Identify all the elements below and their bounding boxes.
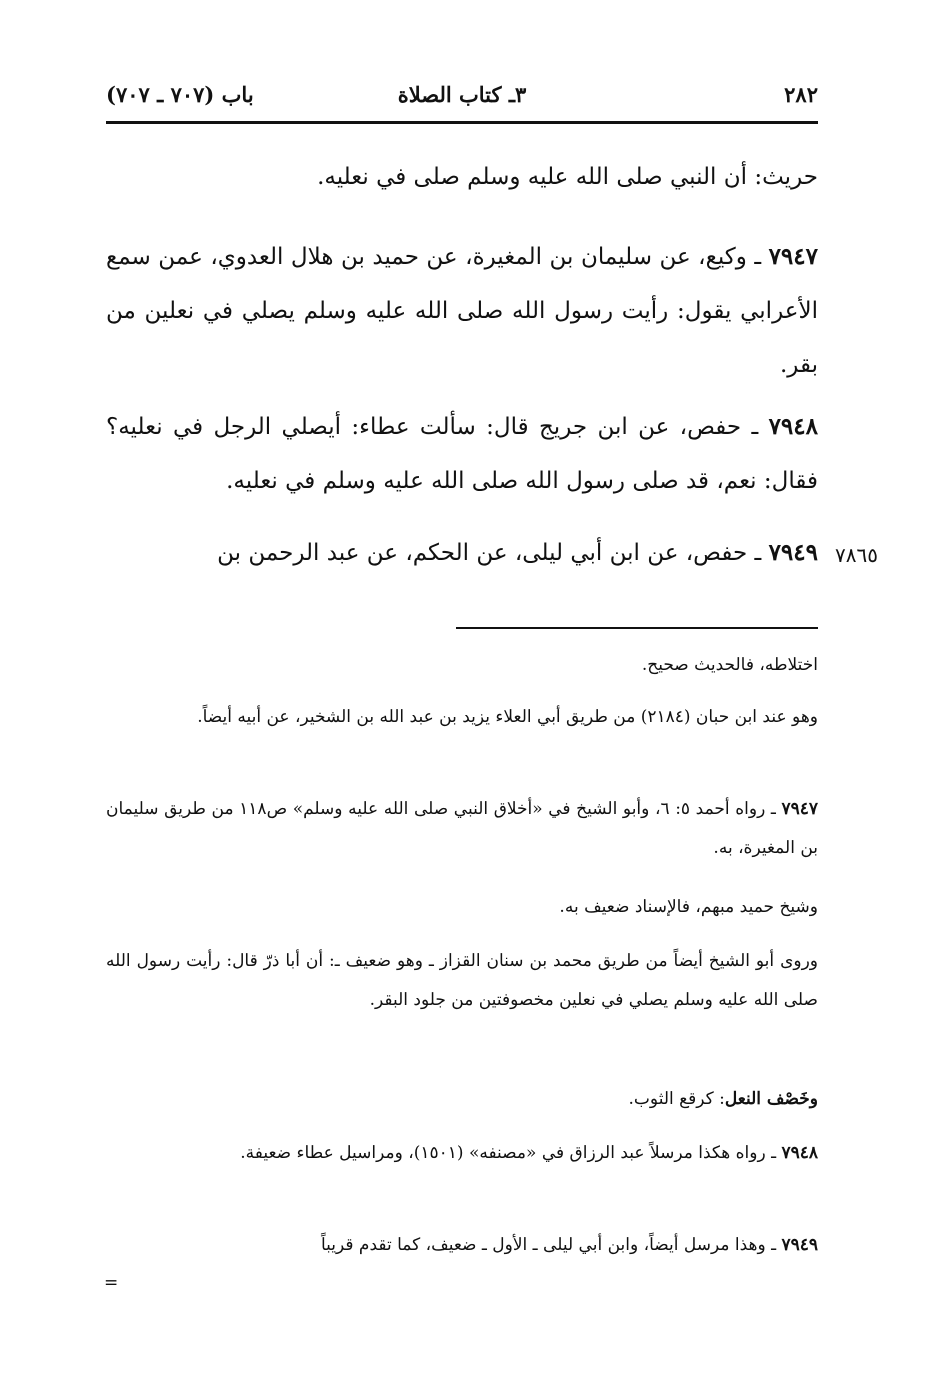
hadith-number: ٧٩٤٩: [768, 539, 818, 566]
footnote-text: ـ رواه أحمد ٥: ٦، وأبو الشيخ في «أخلاق النبي صلى الله عليه وسلم» ص١١٨ من طريق سليمان بن المغيرة، به.: [106, 799, 818, 858]
page-number: ٢٨٢: [784, 82, 818, 107]
footnote-text: ـ رواه هكذا مرسلاً عبد الرزاق في «مصنفه» (١٥٠١)، ومراسيل عطاء ضعيفة.: [240, 1143, 782, 1163]
footnote-text: وهو عند ابن حبان (٢١٨٤) من طريق أبي العلاء يزيد بن عبد الله بن الشخير، عن أبيه أيضاً.: [197, 707, 818, 727]
hadith-7949: [106, 526, 818, 580]
footnote-7947: [106, 790, 818, 868]
footnote-7948: [106, 1134, 818, 1173]
footnote-line: [106, 1080, 818, 1119]
hadith-text: ـ حفص، عن ابن أبي ليلى، عن الحكم، عن عبد الرحمن بن: [217, 540, 769, 566]
footnote-line: [106, 646, 818, 685]
footnote-text: وروى أبو الشيخ أيضاً من طريق محمد بن سنان القزاز ـ وهو ضعيف ـ: أن أبا ذرّ قال: رأيت رسول الله صلى الله عليه وسلم يصلي في نعلين مخصوفتين من جلود البقر.: [106, 951, 818, 1010]
hadith-7948: [106, 400, 818, 508]
footnote-line: [106, 888, 818, 927]
margin-number: ٧٨٦٥: [835, 543, 878, 567]
footnote-line: [106, 942, 818, 1020]
footnote-text: اختلاطه، فالحديث صحيح.: [641, 655, 818, 675]
footnote-number: ٧٩٤٩: [781, 1235, 818, 1255]
body-text: حريث: أن النبي صلى الله عليه وسلم صلى في نعليه.: [317, 164, 818, 190]
hadith-7947: [106, 230, 818, 392]
footnote-text: وشيخ حميد مبهم، فالإسناد ضعيف به.: [559, 897, 818, 917]
page-header: [106, 82, 818, 116]
header-rule: [106, 121, 818, 124]
hadith-number: ٧٩٤٨: [768, 413, 818, 440]
footnote-number: ٧٩٤٨: [781, 1143, 818, 1163]
footnote-separator: [456, 627, 818, 629]
hadith-number: ٧٩٤٧: [768, 243, 818, 270]
book-title: ٣ـ كتاب الصلاة: [397, 82, 527, 107]
definition-term: وخَصْف النعل: [724, 1089, 818, 1109]
hadith-text: ـ وكيع، عن سليمان بن المغيرة، عن حميد بن هلال العدوي، عمن سمع الأعرابي يقول: رأيت رسول الله صلى الله عليه وسلم يصلي في نعلين من بقر.: [106, 244, 818, 378]
hadith-text: ـ حفص، عن ابن جريج قال: سألت عطاء: أيصلي الرجل في نعليه؟ فقال: نعم، قد صلى رسول الله صلى الله عليه وسلم في نعليه.: [106, 414, 818, 494]
chapter-heading: باب (٧٠٧ ـ ٧٠٧): [106, 82, 254, 107]
footnote-text: ـ وهذا مرسل أيضاً، وابن أبي ليلى ـ الأول ـ ضعيف، كما تقدم قريباً: [320, 1235, 782, 1255]
footnote-number: ٧٩٤٧: [781, 799, 818, 819]
body-paragraph: [106, 150, 818, 204]
footnote-line: [106, 698, 818, 737]
footnote-text: : كرقع الثوب.: [628, 1089, 725, 1109]
continuation-mark: =: [104, 1273, 119, 1293]
footnote-7949: [106, 1226, 818, 1265]
